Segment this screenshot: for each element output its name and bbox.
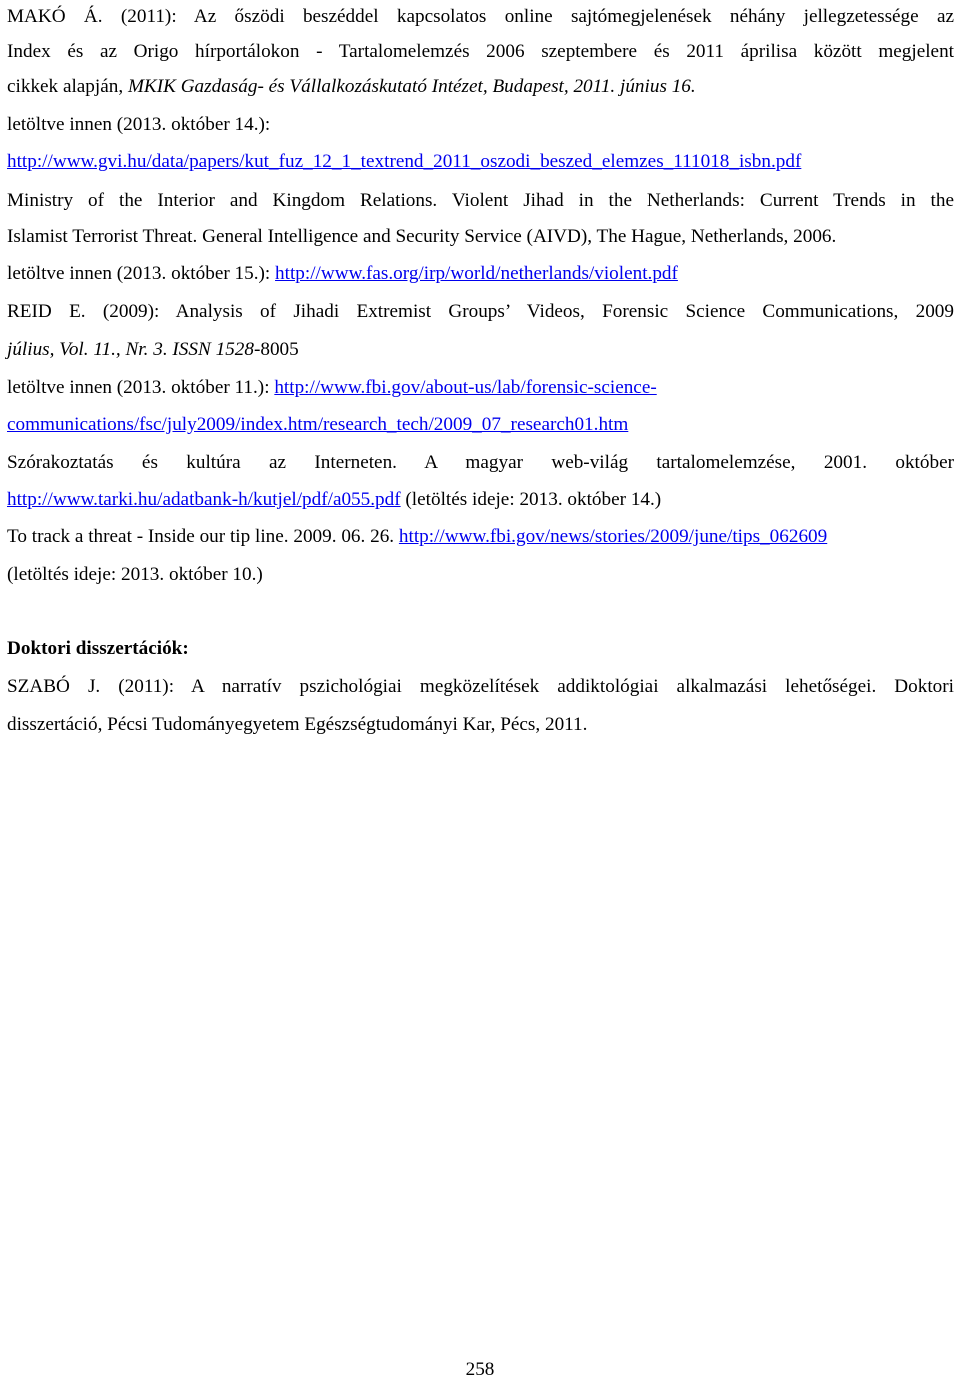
reference-ministry-accessed: letöltve innen (2013. október 15.): <box>7 263 276 284</box>
reference-track-title: To track a threat - Inside our tip line. 2009. 06. 26. <box>7 526 399 547</box>
reference-szorakoztatas-line1: Szórakoztatás és kultúra az Interneten. A magyar web-világ tartalomelemzése, 2001. október <box>7 452 954 473</box>
reference-reid-line2 <box>7 331 954 368</box>
reference-szorakoztatas-accessed: (letöltés ideje: 2013. október 14.) <box>400 489 662 510</box>
reference-szabo-line2: disszertáció, Pécsi Tudományegyetem Egészségtudományi Kar, Pécs, 2011. <box>7 714 588 735</box>
reference-ministry-link[interactable]: http://www.fas.org/irp/world/netherlands/violent.pdf <box>275 263 678 284</box>
reference-track-line1 <box>7 518 954 555</box>
reference-reid-line1: REID E. (2009): Analysis of Jihadi Extremist Groups’ Videos, Forensic Science Communications, 2009 <box>7 301 954 322</box>
reference-ministry-line1: Ministry of the Interior and Kingdom Relations. Violent Jihad in the Netherlands: Current Trends in the <box>7 190 954 211</box>
reference-track-link[interactable]: http://www.fbi.gov/news/stories/2009/june/tips_062609 <box>398 526 828 547</box>
reference-mako-publisher: MKIK Gazdaság- és Vállalkozáskutató Intézet, Budapest, 2011. június 16. <box>127 76 696 97</box>
reference-mako-line5 <box>7 143 954 180</box>
reference-track-line2: (letöltés ideje: 2013. október 10.) <box>7 564 263 585</box>
reference-szorakoztatas-line2 <box>7 481 954 518</box>
reference-mako-link[interactable]: http://www.gvi.hu/data/papers/kut_fuz_12_1_textrend_2011_oszodi_beszed_elemzes_111018_isbn.pdf <box>7 151 802 172</box>
reference-reid-issn-suffix: -8005 <box>253 339 299 360</box>
reference-reid-link-part2[interactable]: communications/fsc/july2009/index.htm/research_tech/2009_07_research01.htm <box>7 414 629 435</box>
reference-mako-text: cikkek alapján, <box>7 76 128 97</box>
reference-szorakoztatas-link[interactable]: http://www.tarki.hu/adatbank-h/kutjel/pdf/a055.pdf <box>7 489 401 510</box>
reference-ministry-line3 <box>7 255 954 292</box>
reference-ministry-line2: Islamist Terrorist Threat. General Intelligence and Security Service (AIVD), The Hague, Netherlands, 2006. <box>7 226 837 247</box>
reference-mako-line2: Index és az Origo hírportálokon - Tartalomelemzés 2006 szeptembere és 2011 áprilisa között megjelent <box>7 41 954 62</box>
reference-reid-issue: július, Vol. 11., Nr. 3. ISSN 1528 <box>7 339 254 360</box>
reference-reid-line4 <box>7 406 954 443</box>
reference-reid-line3 <box>7 369 954 406</box>
section-heading-dissertations: Doktori disszertációk: <box>7 638 189 659</box>
reference-mako-line3 <box>7 68 954 105</box>
reference-mako-line1: MAKÓ Á. (2011): Az őszödi beszéddel kapcsolatos online sajtómegjelenések néhány jellegzetessége az <box>7 6 954 27</box>
reference-mako-accessed: letöltve innen (2013. október 14.): <box>7 114 271 135</box>
reference-szabo-line1: SZABÓ J. (2011): A narratív pszichológiai megközelítések addiktológiai alkalmazási lehetőségei. Doktori <box>7 676 954 697</box>
page-number: 258 <box>465 1359 495 1380</box>
reference-reid-link-part1[interactable]: http://www.fbi.gov/about-us/lab/forensic-science- <box>274 377 657 398</box>
reference-reid-accessed: letöltve innen (2013. október 11.): <box>7 377 275 398</box>
